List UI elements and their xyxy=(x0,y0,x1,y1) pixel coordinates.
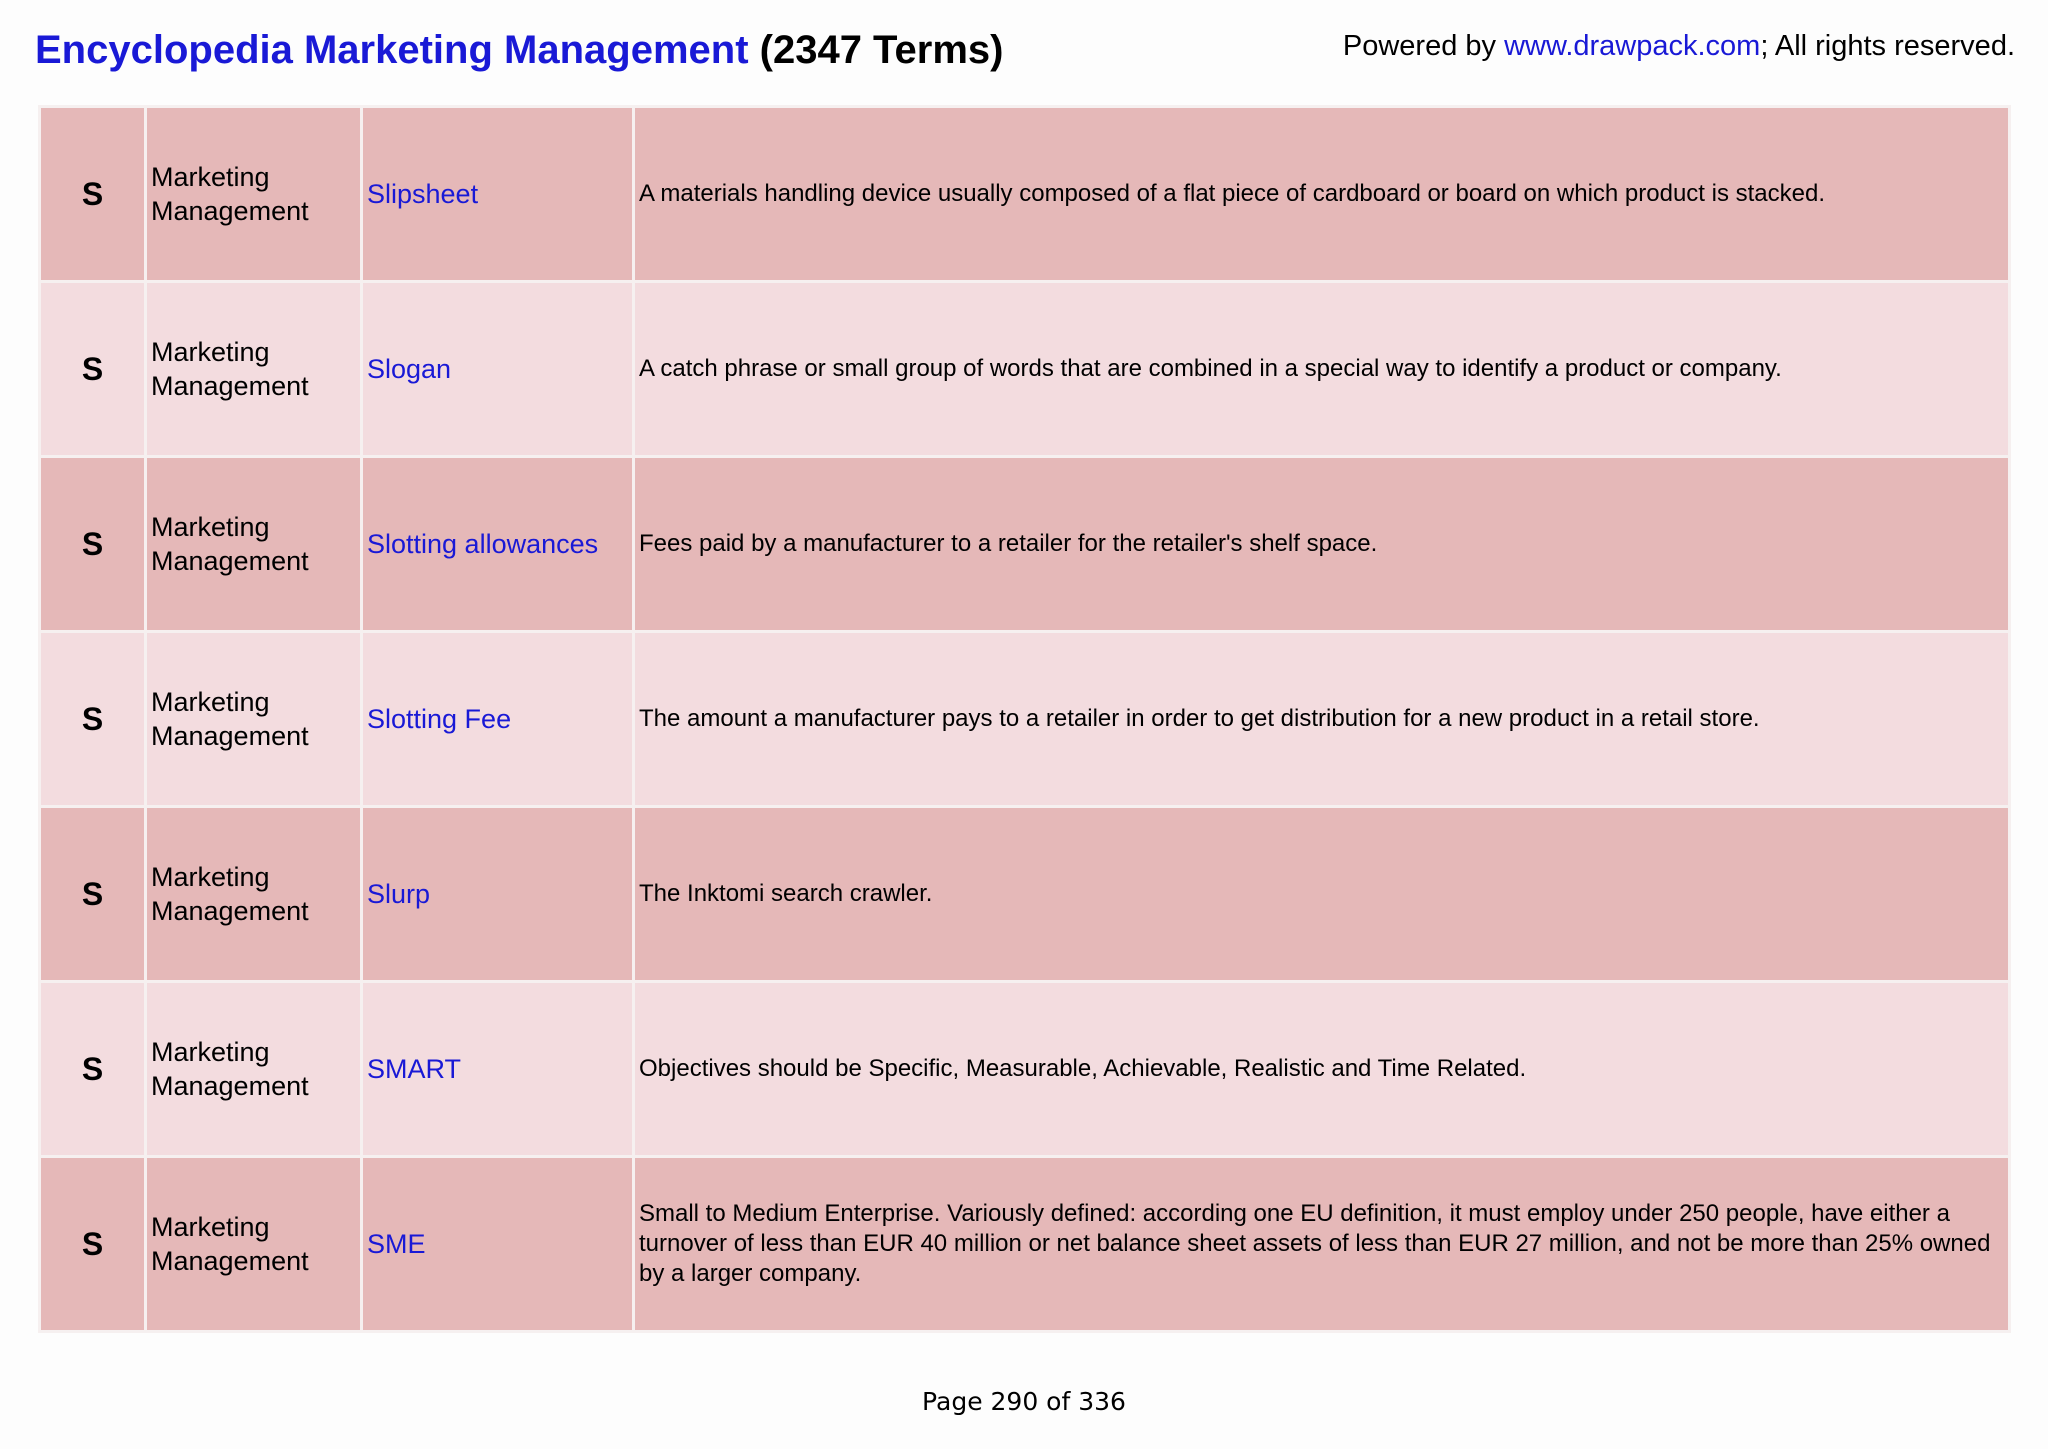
letter-cell: S xyxy=(40,807,146,982)
definition-cell: A materials handling device usually composed of a flat piece of cardboard or board on which product is stacked. xyxy=(634,107,2010,282)
table-row xyxy=(40,457,2010,632)
term-link[interactable]: Slogan xyxy=(362,282,634,457)
category-line-2: Management xyxy=(151,1246,309,1276)
category-cell xyxy=(146,807,362,982)
definition-cell: The Inktomi search crawler. xyxy=(634,807,2010,982)
letter-cell: S xyxy=(40,282,146,457)
category-line-2: Management xyxy=(151,896,309,926)
term-link[interactable]: Slipsheet xyxy=(362,107,634,282)
term-link[interactable]: Slurp xyxy=(362,807,634,982)
terms-table xyxy=(38,105,2011,1333)
table-row xyxy=(40,107,2010,282)
letter-cell: S xyxy=(40,1157,146,1332)
category-line-1: Marketing xyxy=(151,162,270,192)
letter-cell: S xyxy=(40,632,146,807)
category-line-1: Marketing xyxy=(151,687,270,717)
encyclopedia-title: Encyclopedia Marketing Management xyxy=(35,28,749,72)
page-title xyxy=(35,28,1003,73)
definition-cell: The amount a manufacturer pays to a retailer in order to get distribution for a new product in a retail store. xyxy=(634,632,2010,807)
term-link[interactable]: SME xyxy=(362,1157,634,1332)
category-line-2: Management xyxy=(151,1071,309,1101)
page-number: Page 290 of 336 xyxy=(922,1387,1126,1416)
category-line-1: Marketing xyxy=(151,337,270,367)
term-link[interactable]: Slotting allowances xyxy=(362,457,634,632)
table-row xyxy=(40,282,2010,457)
letter-cell: S xyxy=(40,457,146,632)
category-cell xyxy=(146,282,362,457)
category-cell xyxy=(146,1157,362,1332)
category-line-1: Marketing xyxy=(151,862,270,892)
term-count: (2347 Terms) xyxy=(759,28,1004,72)
category-line-2: Management xyxy=(151,196,309,226)
category-line-1: Marketing xyxy=(151,1037,270,1067)
definition-cell: A catch phrase or small group of words that are combined in a special way to identify a product or company. xyxy=(634,282,2010,457)
table-row xyxy=(40,632,2010,807)
category-line-2: Management xyxy=(151,721,309,751)
category-line-2: Management xyxy=(151,546,309,576)
definition-cell: Small to Medium Enterprise. Variously defined: according one EU definition, it must employ under 250 people, have either a turnover of less than EUR 40 million or net balance sheet assets of less than EUR 27 million, and not be more than 25% owned by a larger company. xyxy=(634,1157,2010,1332)
drawpack-link[interactable]: www.drawpack.com xyxy=(1504,30,1761,62)
term-link[interactable]: Slotting Fee xyxy=(362,632,634,807)
category-line-2: Management xyxy=(151,371,309,401)
category-line-1: Marketing xyxy=(151,1212,270,1242)
powered-by xyxy=(1343,30,2015,63)
definition-cell: Objectives should be Specific, Measurable, Achievable, Realistic and Time Related. xyxy=(634,982,2010,1157)
category-line-1: Marketing xyxy=(151,512,270,542)
table-row xyxy=(40,1157,2010,1332)
category-cell xyxy=(146,982,362,1157)
definition-cell: Fees paid by a manufacturer to a retailer for the retailer's shelf space. xyxy=(634,457,2010,632)
powered-prefix: Powered by xyxy=(1342,30,1505,62)
letter-cell: S xyxy=(40,982,146,1157)
term-link[interactable]: SMART xyxy=(362,982,634,1157)
category-cell xyxy=(146,632,362,807)
table-row xyxy=(40,982,2010,1157)
category-cell xyxy=(146,457,362,632)
powered-suffix: ; All rights reserved. xyxy=(1760,30,2015,62)
category-cell xyxy=(146,107,362,282)
table-row xyxy=(40,807,2010,982)
letter-cell: S xyxy=(40,107,146,282)
